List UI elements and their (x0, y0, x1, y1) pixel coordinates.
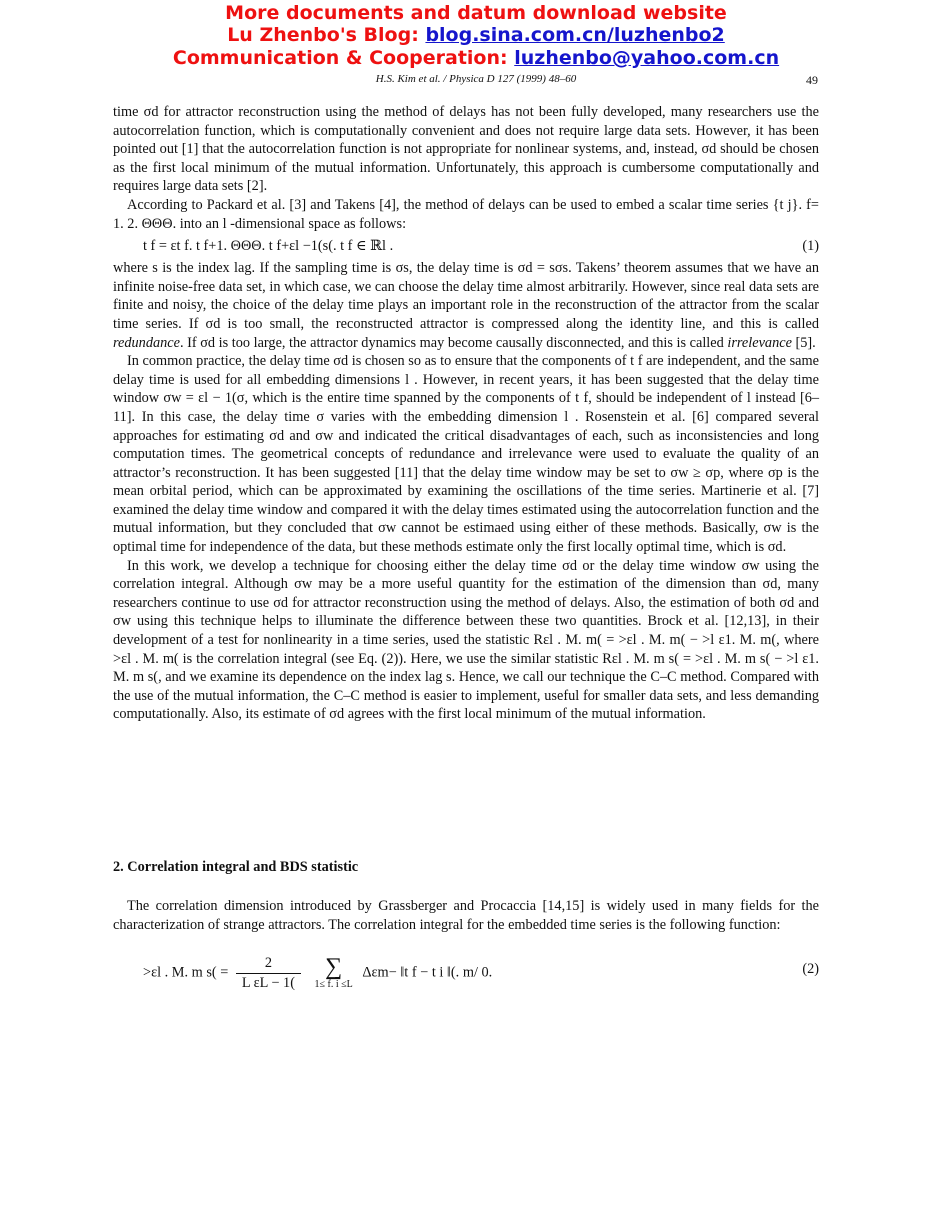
banner-line-1: More documents and datum download website (225, 2, 727, 24)
equation-1 (113, 233, 819, 259)
paragraph-3: where s is the index lag. If the sampling time is σs, the delay time is σd = sσs. Takens’ theorem assumes that we have an infinite noise-free data set, in which case, we can choose the delay time almost arbitrarily. However, since real data sets are finite and noisy, the choice of the delay time plays an important role in the reconstruction of the attractor from the scalar time series. If σd is too small, the reconstructed attractor is compressed along the identity line, and this is called redundance. If σd is too large, the attractor dynamics may become causally disconnected, and this is called irrelevance [5]. (113, 260, 819, 351)
section-heading: 2. Correlation integral and BDS statistic (113, 859, 359, 875)
equation-1-expression: t f = εt f. t f+1. ΘΘΘ. t f+εl −1(s(. t f ∈ ℝl . (143, 238, 394, 255)
banner-line-2 (0, 24, 952, 46)
paragraph-5: In this work, we develop a technique for choosing either the delay time σd or the delay time window σw using the correlation integral. Although σw may be a more useful quantity for the estimation of the dimension than σd, many researchers continue to use σd for attractor reconstruction using the method of delays. Also, the estimation of both σd and σw using this technique helps to illuminate the difference between these two quantities. Brock et al. [12,13], in their development of a test for nonlinearity in a time series, used the statistic Rεl . M. m( = >εl . M. m( − >l ε1. M. m(, where >εl . M. m( is the correlation integral (see Eq. (2)). Here, we use the similar statistic Rεl . M. m s( = >εl . M. m s( − >l ε1. M. m s(, and we examine its dependence on the index lag s. Hence, we call our technique the C–C method. Compared with the use of the mutual information, the C–C method is easier to implement, useful for smaller data sets, and less demanding computationally. Also, its estimate of σd agrees with the first local minimum of the mutual information. (113, 557, 819, 723)
summation-limits: 1≤ f. i ≤L (314, 979, 353, 991)
equation-1-number: (1) (802, 238, 819, 255)
equation-2-fraction (236, 954, 301, 992)
equation-2-expression (143, 954, 492, 992)
summation-symbol: ∑ (325, 954, 343, 981)
blog-link[interactable]: blog.sina.com.cn/luzhenbo2 (425, 24, 725, 46)
paragraph-4: In common practice, the delay time σd is chosen so as to ensure that the components of t f are independent, and the same delay time is used for all embedding dimensions l . However, in recent years, it has been suggested that the delay time window σw = εl − 1(σ, which is the entire time spanned by the components of t f, should be independent of l instead [6–11]. In this case, the delay time σ varies with the embedding dimension l . Rosenstein et al. [6] compared several approaches for estimating σd and σw and indicated the critical disadvantages of each, such as inconsistencies and long computation times. The geometrical concepts of redundance and irrelevance were used to evaluate the quality of an attractor’s reconstruction. It has been suggested [11] that the delay time window may be set to σw ≥ σp, where σp is the mean orbital period, which can be approximated by examining the oscillations of the time series. Martinerie et al. [7] examined the delay time window and compared it with the delay times estimated using the autocorrelation function and the mutual information, but they concluded that σw cannot be estimaed using either of these methods. Basically, σw is the optimal time for independence of the data, but these methods estimate only the first locally optimal time, which is σd. (113, 353, 819, 556)
banner-line-3 (0, 47, 952, 69)
equation-2-number: (2) (802, 961, 819, 978)
equation-2 (113, 944, 819, 1004)
body-column-top (113, 103, 819, 724)
paragraph-2: According to Packard et al. [3] and Takens [4], the method of delays can be used to embed a scalar time series {t j}. f= 1. 2. ΘΘΘ. into an l -dimensional space as follows: (113, 196, 819, 232)
equation-2-rhs: Δεm− ‖t f − t i ‖(. m/ 0. (362, 964, 493, 981)
summation (315, 955, 353, 991)
equation-2-lhs: >εl . M. m s( = (143, 964, 229, 981)
contact-label: Communication & Cooperation: (172, 47, 515, 69)
paragraph-6: The correlation dimension introduced by Grassberger and Procaccia [14,15] is widely used in many fields for the characterization of strange attractors. The correlation integral for the embedded time series is the following function: (113, 898, 819, 933)
fraction-numerator: 2 (236, 954, 301, 974)
fraction-denominator: L εL − 1( (241, 974, 295, 991)
body-column-bottom (113, 897, 819, 1004)
term-redundance: redundance (113, 334, 180, 351)
term-irrelevance: irrelevance (727, 334, 792, 351)
email-link[interactable]: luzhenbo@yahoo.com.cn (514, 47, 780, 69)
paragraph-1: time σd for attractor reconstruction using the method of delays has not been fully developed, many researchers use the autocorrelation function, which is computationally convenient and does not require large data sets. However, it has been pointed out [1] that the autocorrelation function is not appropriate for nonlinear systems, and, instead, σd should be chosen as the first local minimum of the mutual information. Unfortunately, this approach is cumbersome computationally and requires large data sets [2]. (113, 104, 819, 195)
running-head: H.S. Kim et al. / Physica D 127 (1999) 48–60 (375, 73, 577, 85)
page-number: 49 (806, 73, 818, 87)
blog-label: Lu Zhenbo's Blog: (227, 24, 426, 46)
